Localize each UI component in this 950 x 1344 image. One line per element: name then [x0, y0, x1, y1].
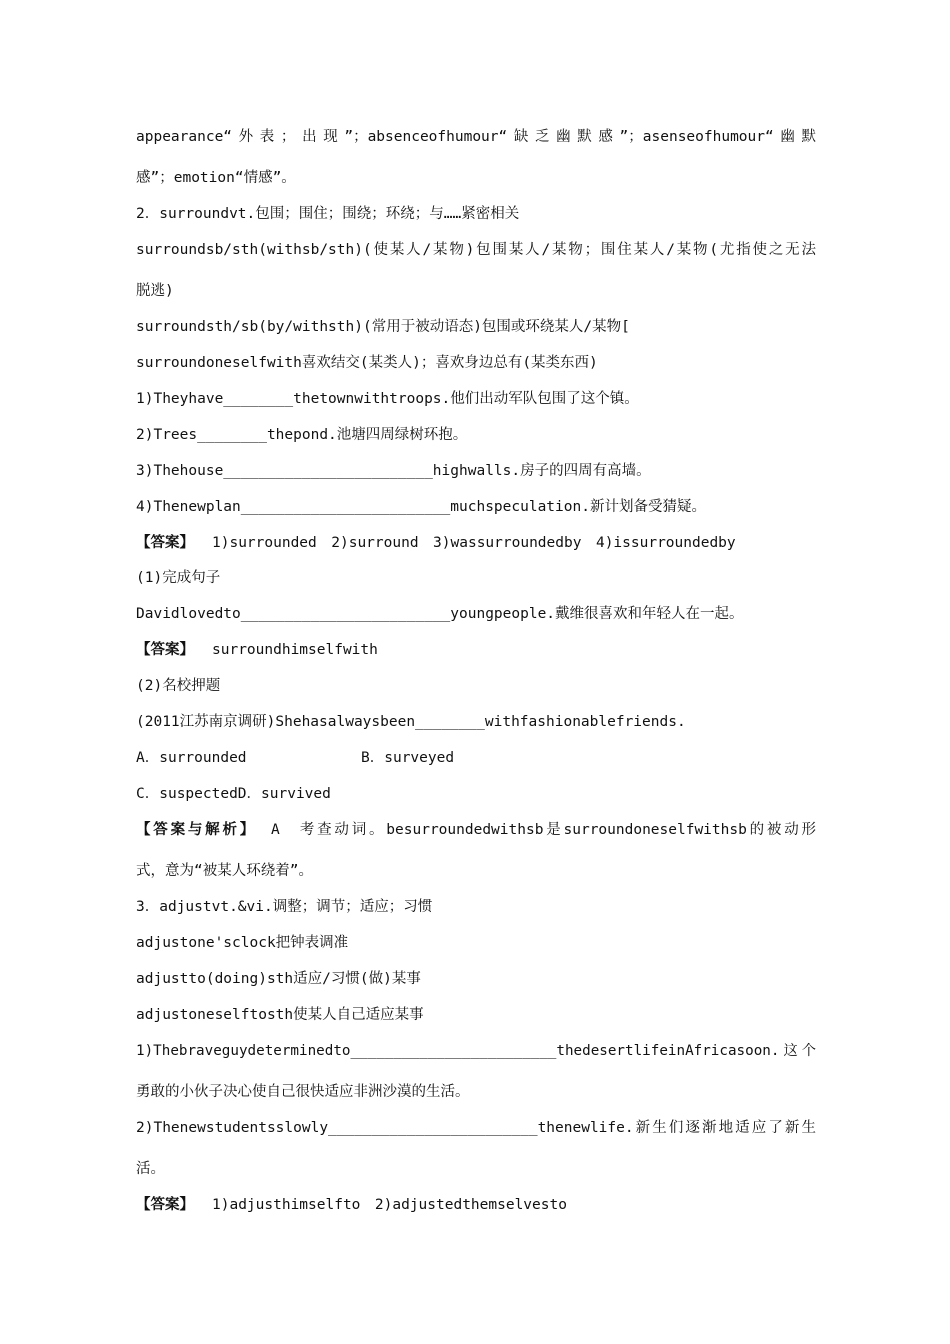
answer-text: 1)adjusthimselfto 2)adjustedthemselvesto: [212, 1197, 567, 1213]
answer-text: A 考查动词。besurroundedwithsb是surroundoneselfwithsb的被动形: [271, 822, 816, 838]
text-line: adjustone'sclock把钟表调准: [136, 935, 349, 951]
exercise-item: 1)Theyhave________thetownwithtroops.他们出动军队包围了这个镇。: [136, 391, 639, 407]
exercise-item: 4)Thenewplan________________________muchspeculation.新计划备受猜疑。: [136, 499, 706, 515]
option-b: B．surveyed: [361, 750, 455, 766]
text-line: adjustto(doing)sth适应/习惯(做)某事: [136, 971, 421, 987]
text-line: 感”；emotion“情感”。: [136, 170, 296, 186]
text-line: 式，意为“被某人环绕着”。: [136, 863, 313, 879]
text-line: 活。: [136, 1161, 165, 1177]
answer-label: 【答案】: [136, 535, 194, 551]
section-heading-surround: 2．surroundvt.包围；围住；围绕；环绕；与……紧密相关: [136, 206, 520, 222]
answer-label: 【答案】: [136, 642, 194, 658]
exercise-item: 3)Thehouse________________________highwalls.房子的四周有高墙。: [136, 463, 651, 479]
text-line: appearance“外表；出现”；absenceofhumour“缺乏幽默感”；asenseofhumour“幽默: [136, 129, 816, 145]
text-line: 脱逃): [136, 283, 174, 299]
answer-explanation-line: [136, 820, 816, 840]
subheading: (1)完成句子: [136, 570, 221, 586]
text-line: surroundsb/sth(withsb/sth)(使某人/某物)包围某人/某物；围住某人/某物(尤指使之无法: [136, 242, 816, 258]
exercise-item: Davidlovedto________________________youngpeople.戴维很喜欢和年轻人在一起。: [136, 606, 744, 622]
option-a: A．surrounded: [136, 750, 247, 766]
section-heading-adjust: 3．adjustvt.&vi.调整；调节；适应；习惯: [136, 899, 433, 915]
answer-line: [136, 533, 736, 553]
answer-line: [136, 640, 378, 660]
text-line: surroundsth/sb(by/withsth)(常用于被动语态)包围或环绕某人/某物[: [136, 319, 630, 335]
subheading: (2)名校押题: [136, 678, 221, 694]
exercise-item: 1)Thebraveguydeterminedto________________________thedesertlifeinAfricasoon.这个: [136, 1043, 816, 1059]
question-stem: (2011江苏南京调研)Shehasalwaysbeen________withfashionablefriends.: [136, 714, 686, 730]
answer-text: 1)surrounded 2)surround 3)wassurroundedby 4)issurroundedby: [212, 535, 736, 551]
answer-text: surroundhimselfwith: [212, 642, 378, 658]
options-cd: C．suspectedD．survived: [136, 786, 331, 802]
text-line: surroundoneselfwith喜欢结交(某类人)；喜欢身边总有(某类东西): [136, 355, 598, 371]
answer-label: 【答案与解析】: [136, 822, 258, 838]
exercise-item: 2)Thenewstudentsslowly________________________thenewlife.新生们逐渐地适应了新生: [136, 1120, 816, 1136]
answer-line: [136, 1195, 567, 1215]
text-line: adjustoneselftosth使某人自己适应某事: [136, 1007, 424, 1023]
exercise-item: 2)Trees________thepond.池塘四周绿树环抱。: [136, 427, 468, 443]
text-line: 勇敢的小伙子决心使自己很快适应非洲沙漠的生活。: [136, 1084, 470, 1100]
answer-label: 【答案】: [136, 1197, 194, 1213]
